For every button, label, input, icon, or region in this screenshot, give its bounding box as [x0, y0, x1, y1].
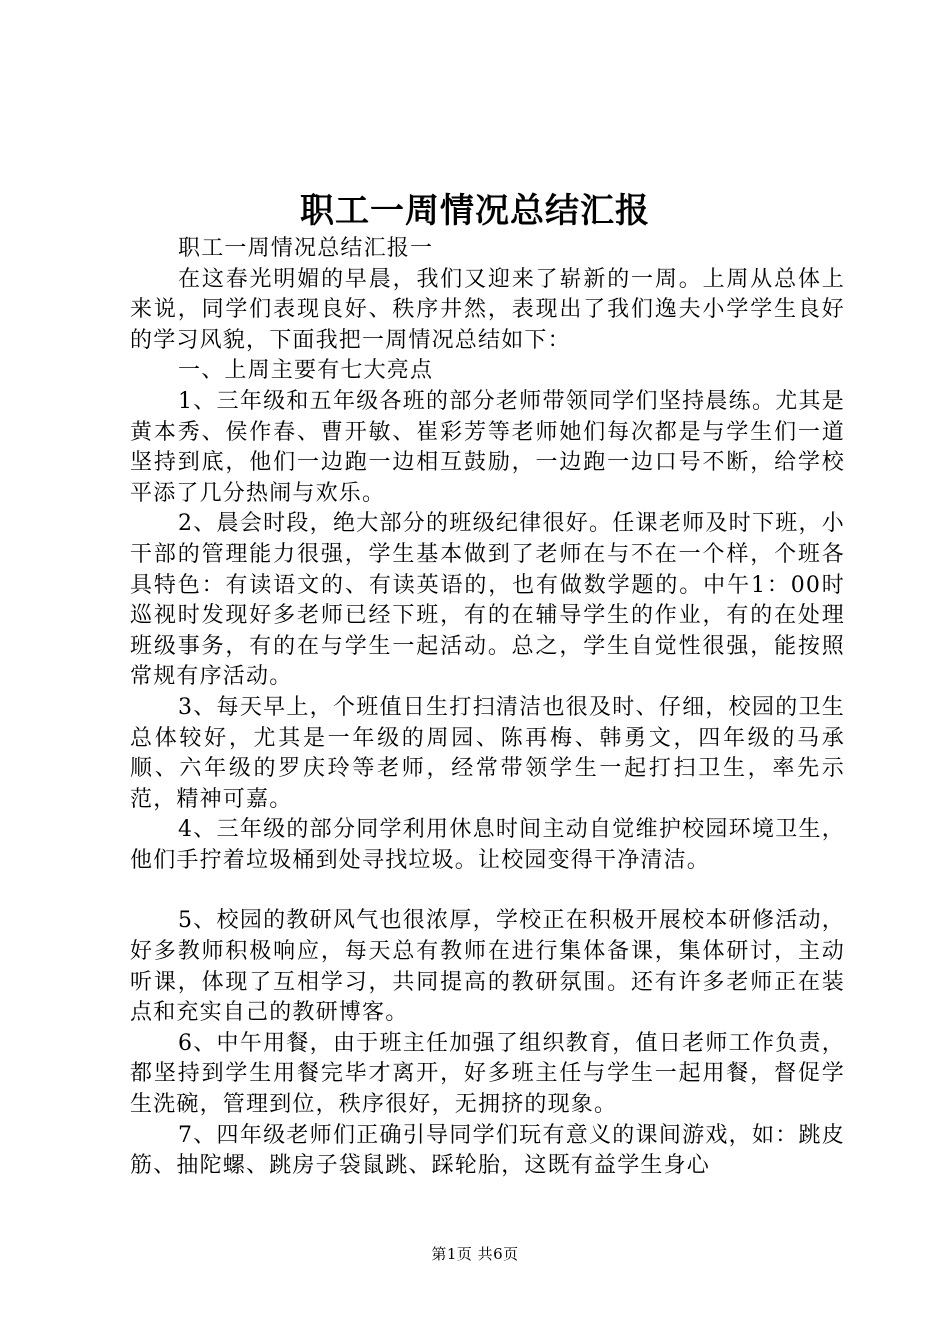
- paragraph-intro: 在这春光明媚的早晨，我们又迎来了崭新的一周。上周从总体上来说，同学们表现良好、秩序井然，表现出了我们逸夫小学学生良好的学习风貌，下面我把一周情况总结如下：: [130, 266, 845, 353]
- paragraph-item-3: 3、每天早上，个班值日生打扫清洁也很及时、仔细，校园的卫生总体较好，尤其是一年级的周园、陈再梅、韩勇文，四年级的马承顺、六年级的罗庆玲等老师，经常带领学生一起打扫卫生，率先示范，精神可嘉。: [130, 694, 845, 812]
- document-subtitle: 职工一周情况总结汇报一: [178, 236, 434, 261]
- paragraph-item-2: 2、晨会时段，绝大部分的班级纪律很好。任课老师及时下班，小干部的管理能力很强，学生基本做到了老师在与不在一个样，个班各具特色：有读语文的、有读英语的，也有做数学题的。中午1：00时巡视时发现好多老师已经下班，有的在辅导学生的作业，有的在处理班级事务，有的在与学生一起活动。总之，学生自觉性很强，能按照常规有序活动。: [130, 511, 845, 690]
- page-footer: 第1页 共6页: [431, 1245, 519, 1263]
- paragraph-item-7: 7、四年级老师们正确引导同学们玩有意义的课间游戏，如：跳皮筋、抽陀螺、跳房子袋鼠跳、踩轮胎，这既有益学生身心: [130, 1122, 845, 1179]
- document-body: [130, 234, 845, 1182]
- paragraph-item-5: 5、校园的教研风气也很浓厚，学校正在积极开展校本研修活动，好多教师积极响应，每天总有教师在进行集体备课，集体研讨，主动听课，体现了互相学习，共同提高的教研氛围。还有许多老师正在装点和充实自己的教研博客。: [130, 908, 845, 1026]
- paragraph-item-6: 6、中午用餐，由于班主任加强了组织教育，值日老师工作负责，都坚持到学生用餐完毕才离开，好多班主任与学生一起用餐，督促学生洗碗，管理到位，秩序很好，无拥挤的现象。: [130, 1030, 845, 1118]
- section-heading: 一、上周主要有七大亮点: [178, 358, 434, 384]
- paragraph-item-4: 4、三年级的部分同学利用休息时间主动自觉维护校园环境卫生，他们手拧着垃圾桶到处寻找垃圾。让校园变得干净清洁。: [130, 817, 845, 873]
- paragraph-item-1: 1、三年级和五年级各班的部分老师带领同学们坚持晨练。尤其是黄本秀、侯作春、曹开敏、崔彩芳等老师她们每次都是与学生们一道坚持到底，他们一边跑一边相互鼓励，一边跑一边口号不断，给学校平添了几分热闹与欢乐。: [130, 388, 845, 506]
- document-title: 职工一周情况总结汇报: [300, 191, 650, 231]
